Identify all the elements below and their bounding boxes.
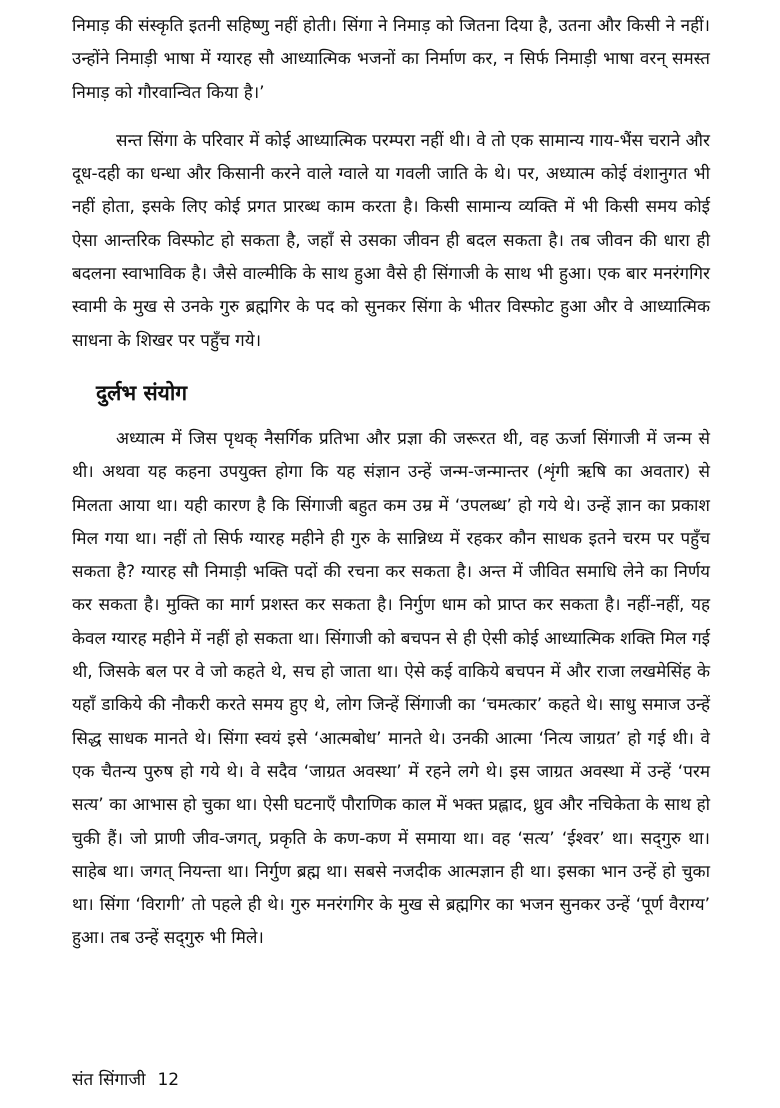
spacer — [72, 110, 710, 125]
page-footer — [72, 1068, 179, 1092]
paragraph-1: निमाड़ की संस्कृति इतनी सहिष्णु नहीं होती। सिंगा ने निमाड़ को जितना दिया है, उतना और किसी ने नहीं। उन्होंने निमाड़ी भाषा में ग्यारह सौ आध्यात्मिक भजनों का निर्माण कर, न सिर्फ निमाड़ी भाषा वरन् समस्त निमाड़ को गौरवान्वित किया है।’ — [72, 16, 710, 103]
spacer — [72, 358, 710, 378]
paragraph-3: अध्यात्म में जिस पृथक् नैसर्गिक प्रतिभा और प्रज्ञा की जरूरत थी, वह ऊर्जा सिंगाजी में जन्म से थी। अथवा यह कहना उपयुक्त होगा कि यह संज्ञान उन्हें जन्म-जन्मान्तर (शृंगी ऋषि का अवतार) से मिलता आया था। यही कारण है कि सिंगाजी बहुत कम उम्र में ‘उपलब्ध’ हो गये थे। उन्हें ज्ञान का प्रकाश मिल गया था। नहीं तो सिर्फ ग्यारह महीने ही गुरु के सान्निध्य में रहकर कौन साधक इतने चरम पर पहुँच सकता है? ग्यारह सौ निमाड़ी भक्ति पदों की रचना कर सकता है। अन्त में जीवित समाधि लेने का निर्णय कर सकता है। मुक्ति का मार्ग प्रशस्त कर सकता है। निर्गुण धाम को प्राप्त कर सकता है। नहीं-नहीं, यह केवल ग्यारह महीने में नहीं हो सकता था। सिंगाजी को बचपन से ही ऐसी कोई आध्यात्मिक शक्ति मिल गई थी, जिसके बल पर वे जो कहते थे, सच हो जाता था। ऐसे कई वाकिये बचपन में और राजा लखमेसिंह के यहाँ डाकिये की नौकरी करते समय हुए थे, लोग जिन्हें सिंगाजी का ‘चमत्कार’ कहते थे। साधु समाज उन्हें सिद्ध साधक मानते थे। सिंगा स्वयं इसे ‘आत्मबोध’ मानते थे। उनकी आत्मा ‘नित्य जाग्रत’ हो गई थी। वे एक चैतन्य पुरुष हो गये थे। वे सदैव ‘जाग्रत अवस्था’ में रहने लगे थे। इस जाग्रत अवस्था में उन्हें ‘परम सत्य’ का आभास हो चुका था। ऐसी घटनाएँ पौराणिक काल में भक्त प्रह्लाद, ध्रुव और नचिकेता के साथ हो चुकी हैं। जो प्राणी जीव-जगत्, प्रकृति के कण-कण में समाया था। वह ‘सत्य’ ‘ईश्वर’ था। सद्‌गुरु था। साहेब था। जगत् नियन्ता था। निर्गुण ब्रह्म था। सबसे नजदीक आत्मज्ञान ही था। इसका भान उन्हें हो चुका था। सिंगा ‘विरागी’ तो पहले ही थे। गुरु मनरंगगिर के मुख से ब्रह्मगिर का भजन सुनकर उन्हें ‘पूर्ण वैराग्य’ हुआ। तब उन्हें सद्‌गुरु भी मिले। — [72, 428, 710, 949]
page-number: 12 — [157, 1070, 180, 1090]
section-heading: दुर्लभ संयोग — [96, 380, 188, 405]
footer-book-title: संत सिंगाजी — [72, 1070, 146, 1090]
paragraph-2: सन्त सिंगा के परिवार में कोई आध्यात्मिक परम्परा नहीं थी। वे तो एक सामान्य गाय-भैंस चराने और दूध-दही का धन्धा और किसानी करने वाले ग्वाले या गवली जाति के थे। पर, अध्यात्म कोई वंशानुगत भी नहीं होता, इसके लिए कोई प्रगत प्रारब्ध काम करता है। किसी सामान्य व्यक्ति में भी किसी समय कोई ऐसा आन्तरिक विस्फोट हो सकता है, जहाँ से उसका जीवन ही बदल सकता है। तब जीवन की धारा ही बदलना स्वाभाविक है। जैसे वाल्मीकि के साथ हुआ वैसे ही सिंगाजी के साथ भी हुआ। एक बार मनरंगगिर स्वामी के मुख से उनके गुरु ब्रह्मगिर के पद को सुनकर सिंगा के भीतर विस्फोट हुआ और वे आध्यात्मिक साधना के शिखर पर पहुँच गये। — [72, 130, 710, 351]
spacer — [72, 408, 710, 423]
page-content — [72, 10, 710, 956]
